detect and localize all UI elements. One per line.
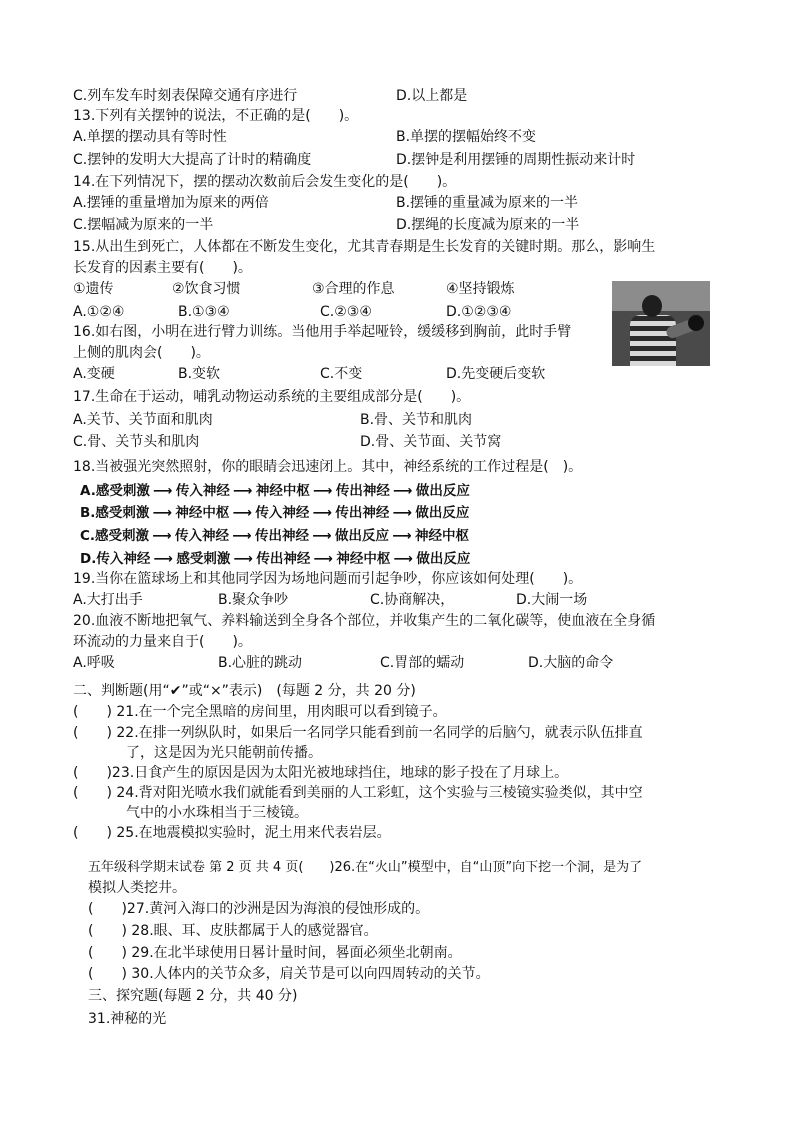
q13-option-d: D.摆钟是利用摆锤的周期性振动来计时: [396, 152, 636, 168]
q18-option-a: A.感受刺激 ⟶ 传入神经 ⟶ 神经中枢 ⟶ 传出神经 ⟶ 做出反应: [80, 483, 470, 499]
q19-option-a: A.大打出手: [73, 592, 143, 608]
judge-q30: ( ) 30.人体内的关节众多，肩关节是可以向四周转动的关节。: [88, 966, 490, 982]
judge-q26-line1: 五年级科学期末试卷 第 2 页 共 4 页( )26.在“火山”模型中，自“山顶”向下挖一个洞，是为了: [88, 860, 643, 875]
q17-option-d: D.骨、关节面、关节窝: [360, 434, 502, 450]
q31-title: 31.神秘的光: [88, 1011, 167, 1027]
q17-option-b: B.骨、关节和肌肉: [360, 412, 473, 428]
q20-stem-line1: 20.血液不断地把氧气、养料输送到全身各个部位，并收集产生的二氧化碳等，使血液在全身循: [73, 613, 656, 629]
q17-option-c: C.骨、关节头和肌肉: [73, 434, 200, 450]
judge-q26-line2: 模拟人类挖井。: [88, 880, 186, 896]
q16-option-d: D.先变硬后变软: [446, 366, 546, 382]
q13-option-a: A.单摆的摆动具有等时性: [73, 129, 227, 145]
q13-option-c: C.摆钟的发明大大提高了计时的精确度: [73, 152, 312, 168]
q15-option-c: C.②③④: [320, 304, 372, 320]
q12-option-d: D.以上都是: [396, 88, 468, 104]
judge-q27: ( )27.黄河入海口的沙洲是因为海浪的侵蚀形成的。: [88, 901, 430, 917]
q14-option-d: D.摆绳的长度减为原来的一半: [396, 217, 580, 233]
q20-option-d: D.大脑的命令: [528, 655, 614, 671]
q18-option-c: C.感受刺激 ⟶ 传入神经 ⟶ 传出神经 ⟶ 做出反应 ⟶ 神经中枢: [80, 528, 470, 544]
q15-option-d: D.①②③④: [446, 304, 512, 320]
q14-option-b: B.摆锤的重量减为原来的一半: [396, 195, 579, 211]
q18-option-b: B.感受刺激 ⟶ 神经中枢 ⟶ 传入神经 ⟶ 传出神经 ⟶ 做出反应: [80, 505, 470, 521]
q20-option-a: A.呼吸: [73, 655, 115, 671]
dumbbell-icon: [688, 315, 704, 331]
judge-q24-line1: ( ) 24.背对阳光喷水我们就能看到美丽的人工彩虹，这个实验与三棱镜实验类似，其中空: [73, 785, 643, 801]
q19-option-b: B.聚众争吵: [218, 592, 289, 608]
judge-q29: ( ) 29.在北半球使用日晷计量时间，晷面必须坐北朝南。: [88, 945, 462, 961]
judge-q21: ( ) 21.在一个完全黑暗的房间里，用肉眼可以看到镜子。: [73, 704, 447, 720]
q13-option-b: B.单摆的摆幅始终不变: [396, 129, 537, 145]
q17-stem: 17.生命在于运动，哺乳动物运动系统的主要组成部分是( )。: [73, 389, 471, 405]
q14-option-c: C.摆幅减为原来的一半: [73, 217, 214, 233]
q16-option-a: A.变硬: [73, 366, 115, 382]
judge-q22-line2: 了，这是因为光只能朝前传播。: [126, 745, 322, 761]
q15-item-2: ②饮食习惯: [172, 281, 241, 297]
q16-option-b: B.变软: [178, 366, 221, 382]
arm-training-photo: [612, 281, 710, 366]
q20-stem-line2: 环流动的力量来自于( )。: [73, 634, 252, 650]
q18-option-d: D.传入神经 ⟶ 感受刺激 ⟶ 传出神经 ⟶ 神经中枢 ⟶ 做出反应: [80, 551, 471, 567]
q15-option-b: B.①③④: [178, 304, 230, 320]
q15-stem-line2: 长发育的因素主要有( )。: [73, 260, 252, 276]
q18-stem: 18.当被强光突然照射，你的眼睛会迅速闭上。其中，神经系统的工作过程是( )。: [73, 459, 583, 475]
q14-option-a: A.摆锤的重量增加为原来的两倍: [73, 195, 269, 211]
q16-option-c: C.不变: [320, 366, 363, 382]
section2-title: 二、判断题(用“✔”或“×”表示) (每题 2 分，共 20 分): [73, 683, 416, 699]
q19-option-c: C.协商解决，: [370, 592, 455, 608]
judge-q22-line1: ( ) 22.在排一列纵队时，如果后一名同学只能看到前一名同学的后脑勺，就表示队伍排直: [73, 725, 643, 741]
q13-stem: 13.下列有关摆钟的说法，不正确的是( )。: [73, 108, 359, 124]
q15-option-a: A.①②④: [73, 304, 125, 320]
q16-stem-line2: 上侧的肌肉会( )。: [73, 345, 210, 361]
section3-title: 三、探究题(每题 2 分，共 40 分): [88, 988, 298, 1004]
q12-option-c: C.列车发车时刻表保障交通有序进行: [73, 88, 298, 104]
q19-option-d: D.大闹一场: [516, 592, 588, 608]
q15-item-4: ④坚持锻炼: [446, 281, 515, 297]
q20-option-c: C.胃部的蠕动: [380, 655, 465, 671]
q16-stem-line1: 16.如右图，小明在进行臂力训练。当他用手举起哑铃，缓缓移到胸前，此时手臂: [73, 324, 572, 340]
q14-stem: 14.在下列情况下，摆的摆动次数前后会发生变化的是( )。: [73, 174, 457, 190]
q15-item-1: ①遗传: [73, 281, 114, 297]
judge-q24-line2: 气中的小水珠相当于三棱镜。: [126, 805, 308, 821]
q20-option-b: B.心脏的跳动: [218, 655, 303, 671]
judge-q28: ( ) 28.眼、耳、皮肤都属于人的感觉器官。: [88, 923, 378, 939]
q15-stem-line1: 15.从出生到死亡，人体都在不断发生变化，尤其青春期是生长发育的关键时期。那么，影响生: [73, 239, 656, 255]
q15-item-3: ③合理的作息: [312, 281, 395, 297]
q17-option-a: A.关节、关节面和肌肉: [73, 412, 213, 428]
judge-q25: ( ) 25.在地震模拟实验时，泥土用来代表岩层。: [73, 825, 391, 841]
q19-stem: 19.当你在篮球场上和其他同学因为场地问题而引起争吵，你应该如何处理( )。: [73, 571, 583, 587]
judge-q23: ( )23.日食产生的原因是因为太阳光被地球挡住，地球的影子投在了月球上。: [73, 765, 569, 781]
